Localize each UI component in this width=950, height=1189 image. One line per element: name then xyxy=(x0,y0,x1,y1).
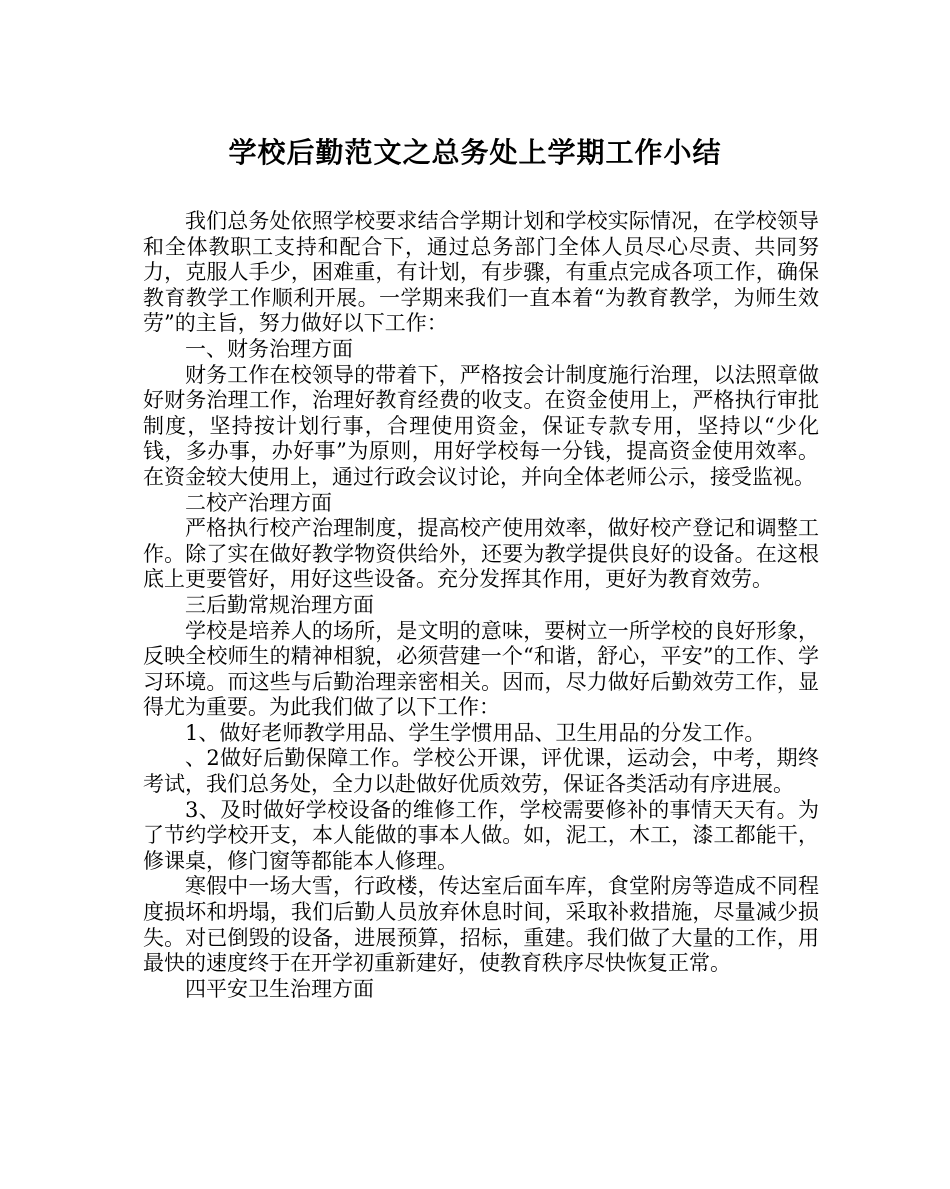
list-item-2: 、2做好后勤保障工作。学校公开课，评优课，运动会，中考，期终考试，我们总务处，全力以赴做好优质效劳，保证各类活动有序进展。 xyxy=(143,746,819,797)
section-heading-logistics: 三后勤常规治理方面 xyxy=(185,592,374,617)
list-item-3: 3、及时做好学校设备的维修工作，学校需要修补的事情天天有。为了节约学校开支，本人能做的事本人做。如，泥工，木工，漆工都能干，修课桌，修门窗等都能本人修理。 xyxy=(143,797,819,873)
list-item-1: 1、做好老师教学用品、学生学惯用品、卫生用品的分发工作。 xyxy=(185,720,766,745)
logistics-paragraph: 学校是培养人的场所，是文明的意味，要树立一所学校的良好形象，反映全校师生的精神相貌，必须营建一个“和谐，舒心，平安”的工作、学习环境。而这些与后勤治理亲密相关。因而，尽力做好后勤效劳工作，显得尤为重要。为此我们做了以下工作： xyxy=(143,618,819,720)
section-heading-finance: 一、财务治理方面 xyxy=(185,336,353,361)
section-heading-assets: 二校产治理方面 xyxy=(185,490,332,515)
document-body xyxy=(143,209,819,1002)
section-heading-safety: 四平安卫生治理方面 xyxy=(185,976,374,1001)
assets-paragraph: 严格执行校产治理制度，提高校产使用效率，做好校产登记和调整工作。除了实在做好教学物资供给外，还要为教学提供良好的设备。在这根底上更要管好，用好这些设备。充分发挥其作用，更好为教育效劳。 xyxy=(143,516,819,592)
intro-paragraph: 我们总务处依照学校要求结合学期计划和学校实际情况，在学校领导和全体教职工支持和配合下，通过总务部门全体人员尽心尽责、共同努力，克服人手少，困难重，有计划，有步骤，有重点完成各项工作，确保教育教学工作顺利开展。一学期来我们一直本着“为教育教学，为师生效劳”的主旨，努力做好以下工作： xyxy=(143,209,819,336)
finance-paragraph: 财务工作在校领导的带着下，严格按会计制度施行治理，以法照章做好财务治理工作，治理好教育经费的收支。在资金使用上，严格执行审批制度，坚持按计划行事，合理使用资金，保证专款专用，坚持以“少化钱，多办事，办好事”为原则，用好学校每一分钱，提高资金使用效率。在资金较大使用上，通过行政会议讨论，并向全体老师公示，接受监视。 xyxy=(143,362,819,489)
document-title: 学校后勤范文之总务处上学期工作小结 xyxy=(228,136,722,169)
snow-repair-paragraph: 寒假中一场大雪，行政楼，传达室后面车库，食堂附房等造成不同程度损坏和坍塌，我们后勤人员放弃休息时间，采取补救措施，尽量减少损失。对已倒毁的设备，进展预算，招标，重建。我们做了大量的工作，用最快的速度终于在开学初重新建好，使教育秩序尽快恢复正常。 xyxy=(143,874,819,976)
